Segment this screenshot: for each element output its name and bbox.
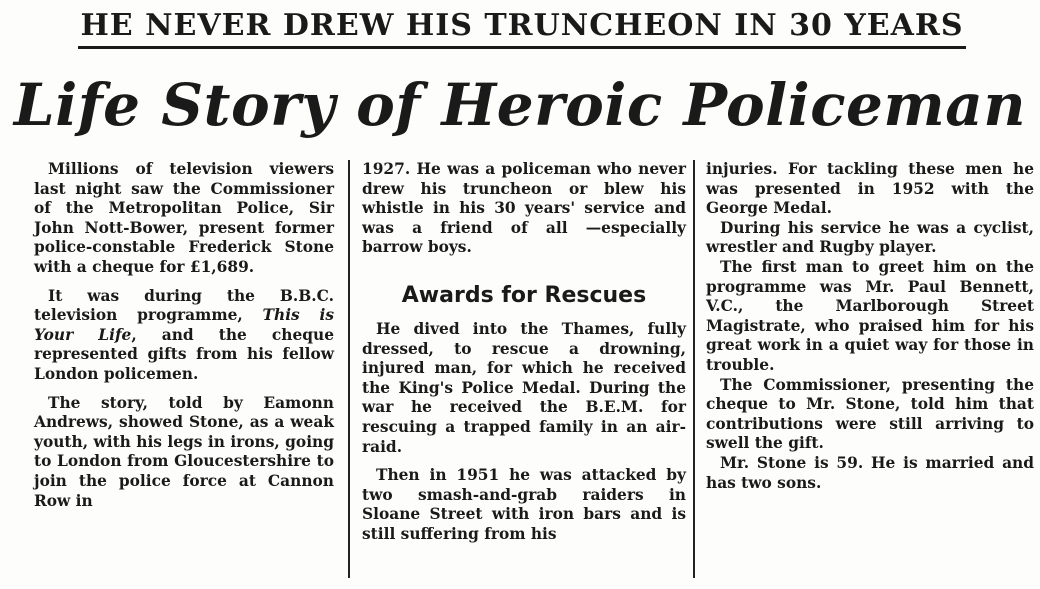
column-rule (348, 160, 350, 578)
paragraph: Then in 1951 he was attacked by two smash-and-grab raiders in Sloane Street with iron bars and is still suffering from his (362, 466, 686, 543)
kicker-headline: HE NEVER DREW HIS TRUNCHEON IN 30 YEARS (78, 6, 966, 49)
paragraph: 1927. He was a policeman who never drew his truncheon or blew his whistle in his 30 years' service and was a friend of all —especially barrow boys. (362, 160, 686, 257)
paragraph: During his service he was a cyclist, wrestler and Rugby player. (706, 218, 1034, 257)
main-headline: Life Story of Heroic Policeman (13, 71, 1027, 139)
paragraph: He dived into the Thames, fully dressed, to rescue a drowning, injured man, for which he received the King's Police Medal. During the war he received the B.E.M. for rescuing a trapped family in an air-raid. (362, 319, 686, 456)
paragraph: Millions of television viewers last night saw the Commissioner of the Metropolitan Police, Sir John Nott-Bower, present former police-constable Frederick Stone with a cheque for £1,689. (34, 160, 334, 276)
paragraph: The story, told by Eamonn Andrews, showed Stone, as a weak youth, with his legs in irons, going to London from Gloucestershire to join the police force at Cannon Row in (34, 393, 334, 510)
programme-title: This is Your Life (34, 306, 334, 344)
paragraph (34, 287, 334, 385)
paragraph: The first man to greet him on the programme was Mr. Paul Bennett, V.C., the Marlborough Street Magistrate, who praised him for his great work in a quiet way for those in trouble. (706, 257, 1034, 374)
paragraph: Mr. Stone is 59. He is married and has two sons. (706, 453, 1034, 492)
paragraph-text: , and the cheque represented gifts from his fellow London policemen. (34, 325, 335, 383)
column-rule (693, 160, 695, 578)
paragraph: injuries. For tackling these men he was presented in 1952 with the George Medal. (706, 160, 1034, 218)
article-column-1 (34, 160, 334, 511)
paragraph: The Commissioner, presenting the cheque to Mr. Stone, told him that contributions were still arriving to swell the gift. (706, 375, 1034, 453)
article-column-3 (706, 160, 1034, 493)
paragraph-text: It was during the B.B.C. television programme, (34, 286, 334, 325)
subheading: Awards for Rescues (401, 282, 647, 308)
article-column-2 (362, 160, 686, 545)
